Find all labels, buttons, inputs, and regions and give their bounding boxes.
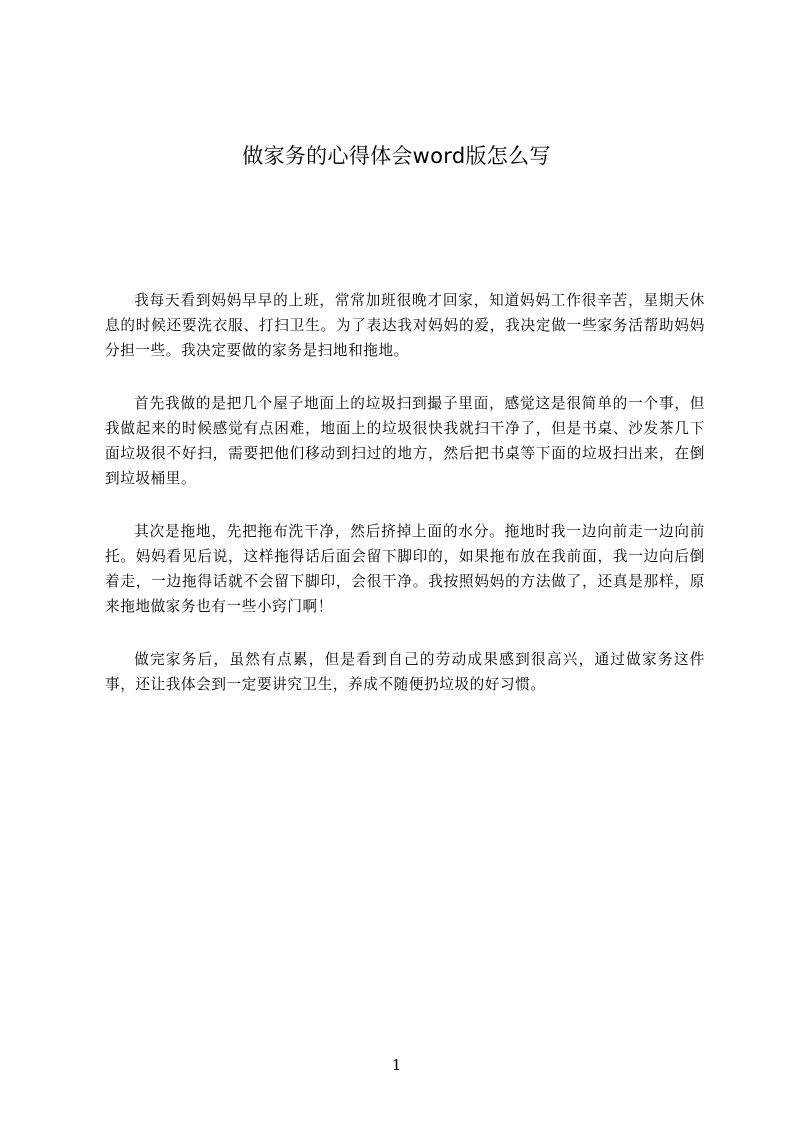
paragraph-1: 我每天看到妈妈早早的上班，常常加班很晚才回家，知道妈妈工作很辛苦，星期天休息的时候还要洗衣服、打扫卫生。为了表达我对妈妈的爱，我决定做一些家务活帮助妈妈分担一些。我决定要做的家务是扫地和拖地。: [105, 292, 705, 359]
document-body: [105, 288, 705, 725]
paragraph-4: 做完家务后，虽然有点累，但是看到自己的劳动成果感到很高兴，通过做家务这件事，还让我体会到一定要讲究卫生，养成不随便扔垃圾的好习惯。: [105, 651, 705, 693]
page-number: 1: [391, 1056, 402, 1074]
paragraph-2: 首先我做的是把几个屋子地面上的垃圾扫到撮子里面，感觉这是很简单的一个事，但我做起来的时候感觉有点困难，地面上的垃圾很快我就扫干净了，但是书桌、沙发茶几下面垃圾很不好扫，需要把他们移动到扫过的地方，然后把书桌等下面的垃圾扫出来，在倒到垃圾桶里。: [105, 395, 705, 487]
document-title: 做家务的心得体会word版怎么写: [242, 144, 551, 168]
paragraph-3: 其次是拖地，先把拖布洗干净，然后挤掉上面的水分。拖地时我一边向前走一边向前托。妈妈看见后说，这样拖得话后面会留下脚印的，如果拖布放在我前面，我一边向后倒着走，一边拖得话就不会留下脚印，会很干净。我按照妈妈的方法做了，还真是那样，原来拖地做家务也有一些小窍门啊！: [105, 523, 705, 615]
